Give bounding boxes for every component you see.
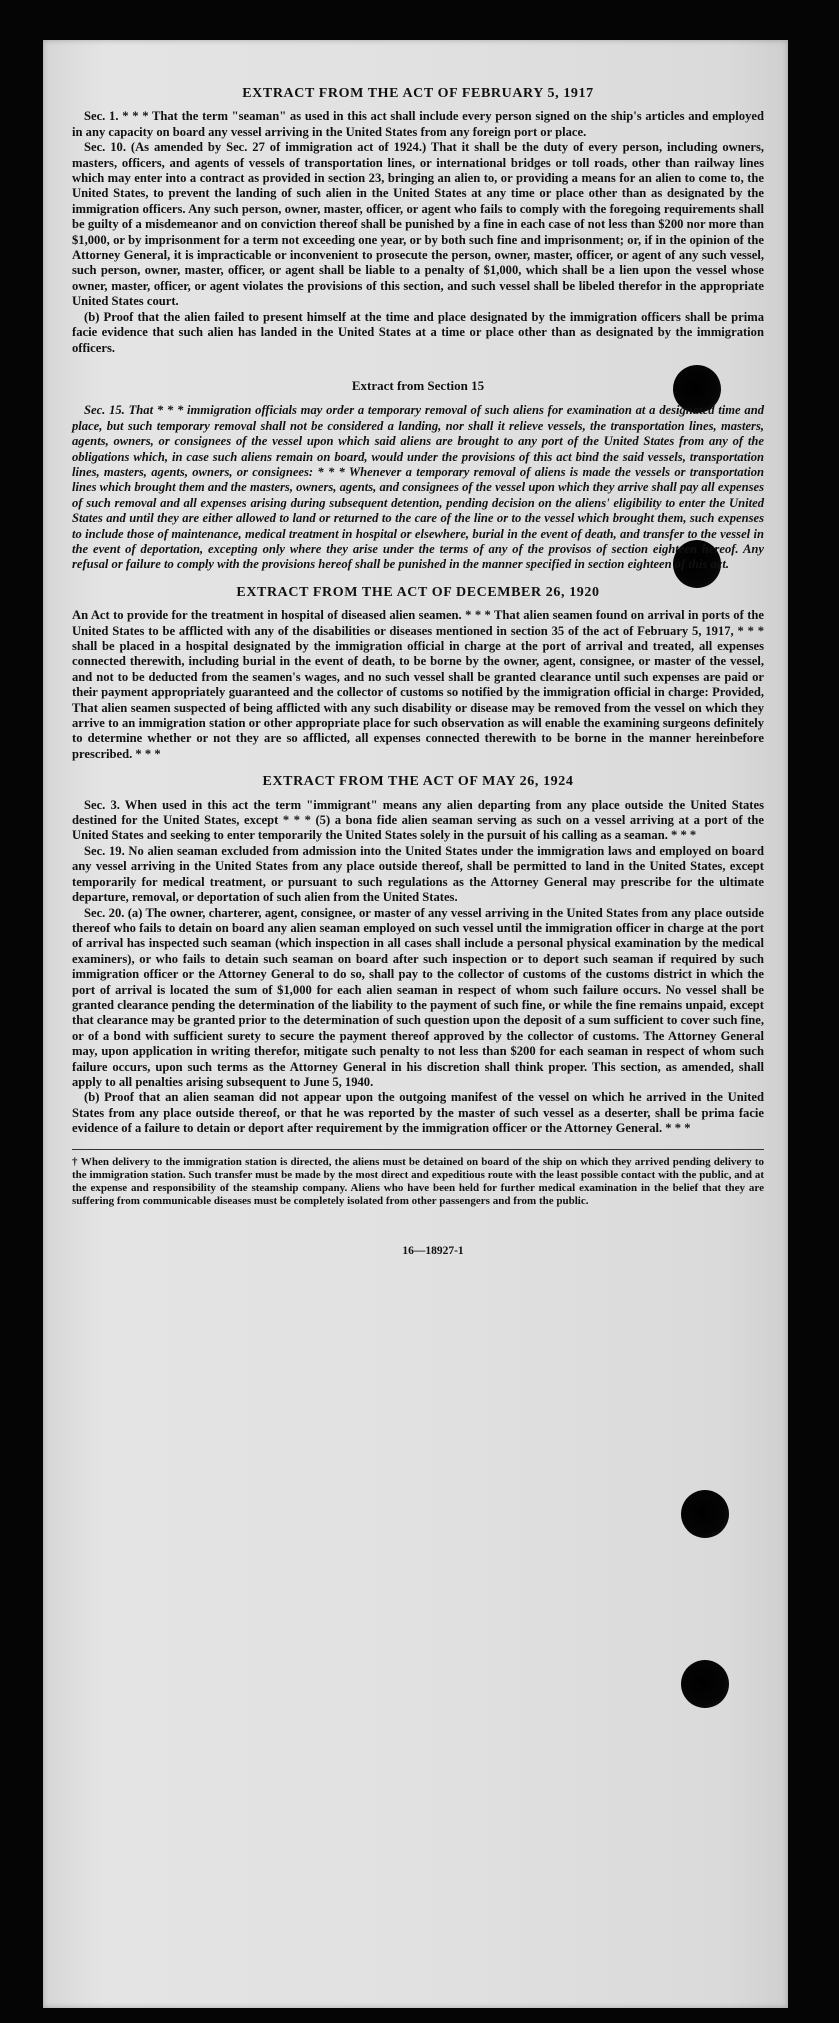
section-15-extract — [72, 378, 764, 573]
act-1924-section — [72, 774, 764, 1136]
paragraph: Sec. 1. * * * That the term "seaman" as used in this act shall include every person signed on the ship's articles and employed in any capacity on board any vessel arriving in the United States from any foreign port or place. — [72, 109, 764, 139]
paragraph: Sec. 10. (As amended by Sec. 27 of immigration act of 1924.) That it shall be the duty of every person, including owners, masters, officers, and agents of vessels of transportation lines, or international bridges or toll roads, other than railway lines which may enter into a contract as provided in section 23, bringing an alien to, or providing a means for an alien to come to, the United States, to prevent the landing of such alien in the United States at any time or place other than as designated by the immigration officers. Any such person, owner, master, officer, or agent who fails to comply with the foregoing requirements shall be guilty of a misdemeanor and on conviction thereof shall be punished by a fine in each case of not less than $200 nor more than $1,000, or by imprisonment for a term not exceeding one year, or by both such fine and imprisonment; or, if in the opinion of the Attorney General, it is impracticable or inconvenient to prosecute the person, owner, master, officer, or agent of any such vessel, such person, owner, master, officer, or agent shall be liable to a penalty of $1,000, which shall be a lien upon the vessel whose owner, master, officer, or agent violates the provisions of this section, and such vessel shall be libeled therefor in the appropriate United States court. — [72, 140, 764, 309]
act-1924-heading: EXTRACT FROM THE ACT OF MAY 26, 1924 — [262, 774, 574, 790]
section-15-heading: Extract from Section 15 — [351, 377, 485, 393]
act-1917-heading: EXTRACT FROM THE ACT OF FEBRUARY 5, 1917 — [242, 86, 594, 101]
paragraph: An Act to provide for the treatment in hospital of diseased alien seamen. * * * That alien seamen found on arrival in ports of the United States to be afflicted with any of the disabilities or diseases mentioned in section 35 of the act of February 5, 1917, * * * shall be placed in a hospital designated by the immigration official in charge at the port of arrival and treated, all expenses connected therewith, including burial in the event of death, to be borne by the owner, agent, consignee, or master of the vessel, and not to be deducted from the seamen's wages, and no such vessel shall be granted clearance until such expenses are paid or their payment appropriately guaranteed and the collector of customs so notified by the immigration official in charge: Provided, That alien seamen suspected of being afflicted with any such disability or disease may be removed from the vessel on which they arrive to an immigration station or other appropriate place for such observation as will enable the examining surgeons definitely to determine whether or not they are so afflicted, all expenses connected therewith to be borne in the manner hereinbefore prescribed. * * * — [72, 608, 764, 761]
punch-hole — [681, 1660, 729, 1708]
paragraph: Sec. 19. No alien seaman excluded from admission into the United States under the immigration laws and employed on board any vessel arriving in the United States from any place outside thereof, shall be permitted to land in the United States, except temporarily for medical treatment, or pursuant to such regulations as the Attorney General may prescribe for the ultimate departure, removal, or deportation of such alien from the United States. — [72, 843, 764, 905]
act-1920-heading: EXTRACT FROM THE ACT OF DECEMBER 26, 1920 — [236, 584, 600, 600]
paragraph: (b) Proof that the alien failed to present himself at the time and place designated by the immigration officers shall be prima facie evidence that such alien has landed in the United States at a time or place other than as designated by the immigration officers. — [72, 309, 764, 355]
act-1920-section — [72, 585, 764, 762]
form-number: 16—18927-1 — [402, 1244, 464, 1257]
footnote: † When delivery to the immigration station is directed, the aliens must be detained on board of the ship on which they arrived pending delivery to the immigration station. Such transfer must be made by the most direct and expeditious route with the least possible contact with the public, and at the expense and responsibility of the steamship company. Aliens who have been held for further medical examination in the belief that they are suffering from communicable diseases must be completely isolated from other passengers and from the public. — [72, 1149, 764, 1208]
act-1917-section — [72, 86, 764, 356]
paragraph: Sec. 20. (a) The owner, charterer, agent, consignee, or master of any vessel arriving in the United States from any place outside thereof who fails to detain on board any alien seaman employed on such vessel until the immigration officer in charge at the port of arrival has inspected such seaman (which inspection in all cases shall include a personal physical examination by the medical examiners), or who fails to detain such seaman on board after such inspection or to deport such seaman if required by such immigration officer or the Attorney General to do so, shall pay to the collector of customs of the customs district in which the port of arrival is located the sum of $1,000 for each alien seaman in respect of whom such failure occurs. No vessel shall be granted clearance pending the determination of the liability to the payment of such fine, or while the fine remains unpaid, except that clearance may be granted prior to the determination of such question upon the deposit of a sum sufficient to cover such fine, or of a bond with sufficient surety to secure the payment thereof approved by the collector of customs. The Attorney General may, upon application in writing therefor, mitigate such penalty to not less than $200 for each seaman in respect of whom such failure occurs, upon such terms as the Attorney General in his discretion shall think proper. This section, as amended, shall apply to all penalties arising subsequent to June 5, 1940. — [72, 905, 764, 1089]
paragraph: Sec. 15. That * * * immigration officials may order a temporary removal of such aliens for examination at a designated time and place, but such temporary removal shall not be considered a landing, nor shall it relieve vessels, the transportation lines, masters, agents, owners, or consignees of the vessel upon which said aliens are brought to any port of the United States from any of the obligations which, in case such aliens remain on board, would under the provisions of this act bind the said vessels, transportation lines, masters, agents, owners, or consignees: * * * Whenever a temporary removal of aliens is made the vessels or transportation lines which brought them and the masters, owners, agents, and consignees of the vessel upon which they arrive shall pay all expenses of such removal and all expenses arising during subsequent detention, pending decision on the aliens' eligibility to enter the United States and until they are either allowed to land or returned to the care of the line or to the vessel which brought them, such expenses to include those of maintenance, medical treatment in hospital or elsewhere, burial in the event of death, and transfer to the vessel in the event of deportation, excepting only where they arise under the terms of any of the provisos of section eighteen hereof. Any refusal or failure to comply with the provisions hereof shall be punished in the manner specified in section eighteen of this act. — [72, 403, 764, 572]
punch-hole — [681, 1490, 729, 1538]
document-content — [72, 86, 764, 1259]
paragraph: Sec. 3. When used in this act the term "immigrant" means any alien departing from any place outside the United States destined for the United States, except * * * (5) a bona fide alien seaman serving as such on a vessel arriving at a port of the United States and seeking to enter temporarily the United States solely in the pursuit of his calling as a seaman. * * * — [72, 797, 764, 843]
paragraph: (b) Proof that an alien seaman did not appear upon the outgoing manifest of the vessel on which he arrived in the United States from any place outside thereof, or that he was reported by the master of such vessel as a deserter, shall be prima facie evidence of a failure to detain or deport after requirement by the immigration officer or the Attorney General. * * * — [72, 1090, 764, 1136]
